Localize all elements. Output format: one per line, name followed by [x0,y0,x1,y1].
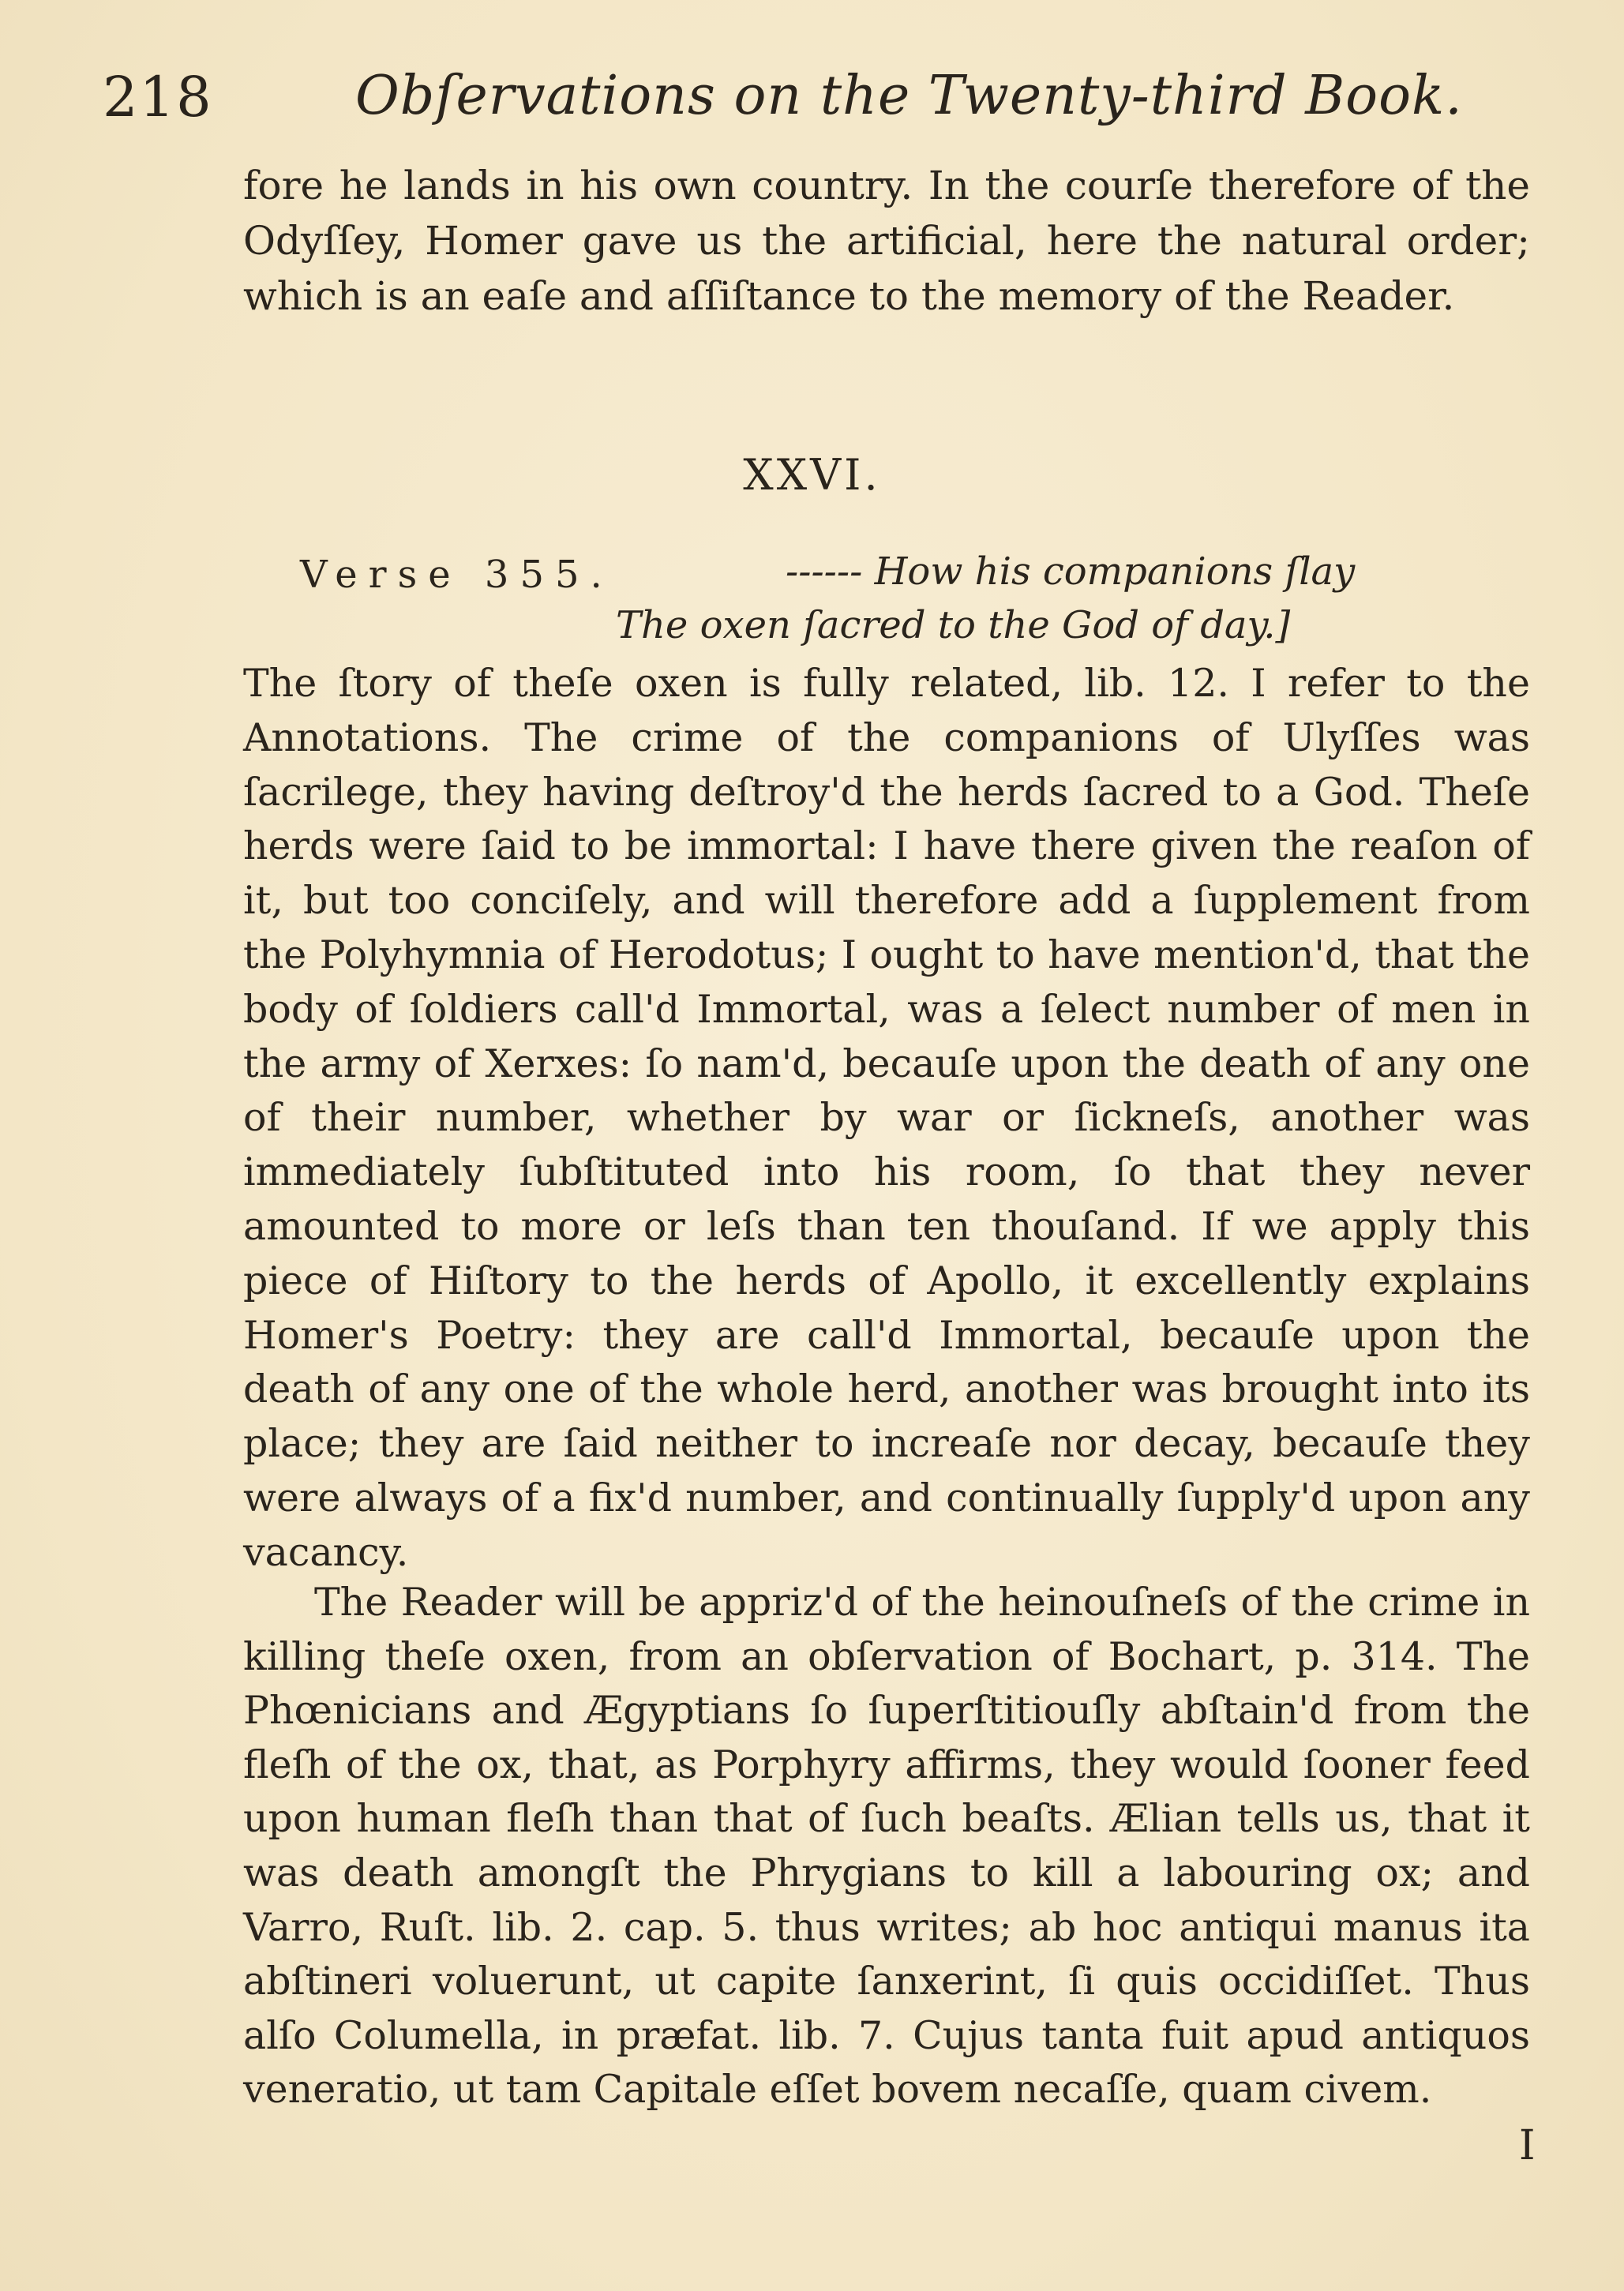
paragraph-text: The ſtory of theſe oxen is fully related, lib. 12. I refer to the Annotations. The crime of the companions of Ulyſſes was ſacrilege, they having deſtroy'd the herds ſacred to a God. Theſe herds were ſaid to be immortal: I have there given the reaſon of it, but too conciſely, and will therefore add a ſupplement from the Polyhymnia of Herodotus; I ought to have mention'd, that the body of ſoldiers call'd Immortal, was a ſelect number of men in the army of Xerxes: ſo nam'd, becauſe upon the death of any one of their number, whether by war or ſickneſs, another was immediately ſubſtituted into his room, ſo that they never amounted to more or leſs than ten thouſand. If we apply this piece of Hiſtory to the herds of Apollo, it excellently explains Homer's Poetry: they are call'd Immortal, becauſe upon the death of any one of the whole herd, another was brought into its place; they are ſaid neither to increaſe nor decay, becauſe they were always of a fix'd number, and continually ſupply'd upon any vacancy. [243,661,1530,1575]
paragraph-text: fore he lands in his own country. In the courſe therefore of the Odyſſey, Homer gave us the artificial, here the natural order; which is an eaſe and aſſiſtance to the memory of the Reader. [243,163,1530,319]
page-number: 218 [103,65,213,129]
commentary-paragraph [243,657,1530,1580]
page-header [103,65,1524,136]
verse-reference: Verse 355. [300,553,613,597]
catchword: I [1519,2122,1536,2169]
commentary-paragraph-2 [243,1576,1530,2117]
running-title: Obſervations on the Twenty-third Book. [355,65,1463,127]
paragraph-continuation [243,158,1530,324]
verse-quote-line-1: ------ How his companions ſlay [786,549,1356,594]
paragraph-text: The Reader will be appriz'd of the heinouſneſs of the crime in killing theſe oxen, from an obſervation of Bochart, p. 314. The Phœnicians and Ægyptians ſo ſuperſtitiouſly abſtain'd from the fleſh of the ox, that, as Porphyry affirms, they would ſooner feed upon human fleſh than that of ſuch beaſts. Ælian tells us, that it was death amongſt the Phrygians to kill a labouring ox; and Varro, Ruſt. lib. 2. cap. 5. thus writes; ab hoc antiqui manus ita abſtineri voluerunt, ut capite ſanxerint, ſi quis occidiſſet. Thus alſo Columella, in præfat. lib. 7. Cujus tanta fuit apud antiquos veneratio, ut tam Capitale eſſet bovem necaſſe, quam civem. [243,1580,1530,2113]
verse-quote-line-2: The oxen ſacred to the God of day.] [616,603,1291,647]
section-heading: XXVI. [743,450,881,500]
